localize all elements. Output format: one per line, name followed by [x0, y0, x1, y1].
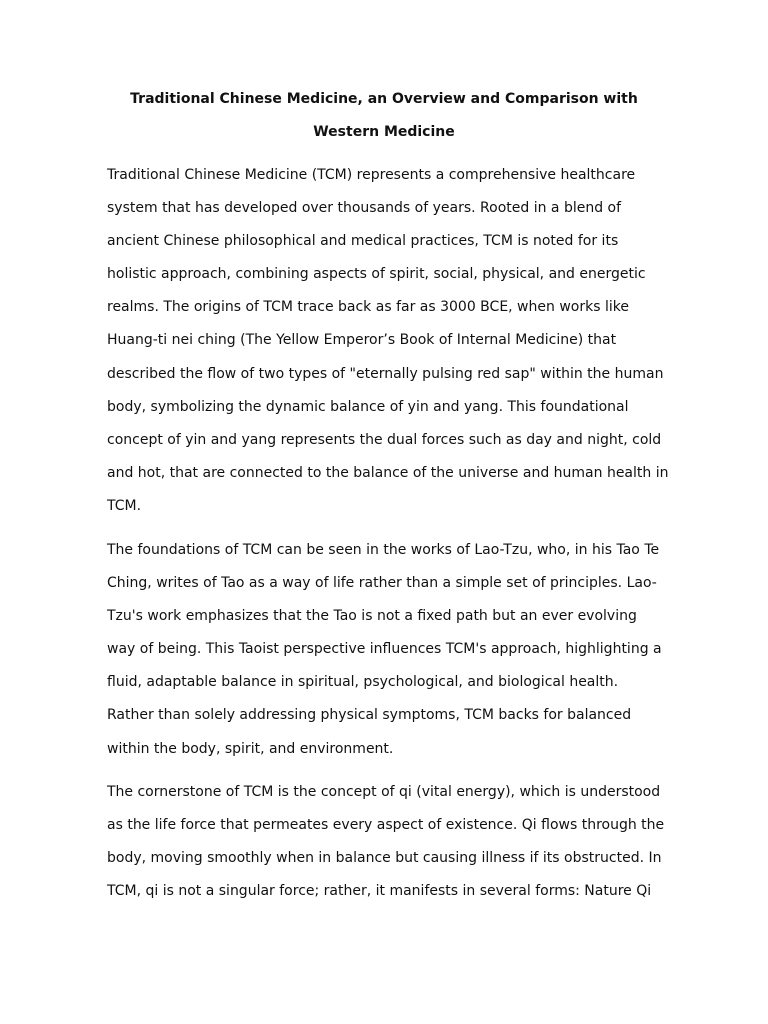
paragraph-line: Traditional Chinese Medicine (TCM) represents a comprehensive healthcare [107, 167, 636, 183]
paragraph-3 [107, 776, 663, 908]
paragraph-line: within the body, spirit, and environment. [107, 740, 394, 757]
paragraph-2 [107, 534, 663, 766]
paragraph-line: body, moving smoothly when in balance but causing illness if its obstructed. In [107, 850, 662, 867]
paragraph-line: Rather than solely addressing physical symptoms, TCM backs for balanced [107, 707, 632, 724]
title-line-2: Western Medicine [313, 124, 455, 140]
paragraph-1 [107, 159, 669, 523]
document-title [107, 83, 661, 149]
title-line-1: Traditional Chinese Medicine, an Overview and Comparison with [130, 91, 638, 107]
paragraph-line: Huang-ti nei ching (The Yellow Emperor’s Book of Internal Medicine) that [107, 332, 617, 349]
paragraph-line: concept of yin and yang represents the dual forces such as day and night, cold [107, 431, 662, 448]
paragraph-line: TCM. [107, 497, 142, 514]
paragraph-line: body, symbolizing the dynamic balance of yin and yang. This foundational [107, 398, 629, 415]
paragraph-line: The cornerstone of TCM is the concept of qi (vital energy), which is understood [107, 784, 661, 800]
paragraph-line: Ching, writes of Tao as a way of life rather than a simple set of principles. Lao- [107, 575, 657, 592]
paragraph-line: realms. The origins of TCM trace back as far as 3000 BCE, when works like [107, 299, 629, 316]
paragraph-line: TCM, qi is not a singular force; rather, it manifests in several forms: Nature Qi [107, 883, 652, 900]
paragraph-line: way of being. This Taoist perspective influences TCM's approach, highlighting a [107, 641, 662, 658]
paragraph-line: Tzu's work emphasizes that the Tao is not a fixed path but an ever evolving [107, 608, 637, 625]
paragraph-line: as the life force that permeates every aspect of existence. Qi flows through the [107, 817, 665, 834]
paragraph-line: The foundations of TCM can be seen in the works of Lao-Tzu, who, in his Tao Te [107, 542, 660, 558]
paragraph-line: and hot, that are connected to the balance of the universe and human health in [107, 464, 669, 481]
paragraph-line: fluid, adaptable balance in spiritual, psychological, and biological health. [107, 674, 619, 691]
paragraph-line: ancient Chinese philosophical and medical practices, TCM is noted for its [107, 233, 619, 250]
paragraph-line: holistic approach, combining aspects of spirit, social, physical, and energetic [107, 266, 646, 283]
paragraph-line: described the flow of two types of "eternally pulsing red sap" within the human [107, 365, 664, 382]
paragraph-line: system that has developed over thousands of years. Rooted in a blend of [107, 200, 622, 217]
